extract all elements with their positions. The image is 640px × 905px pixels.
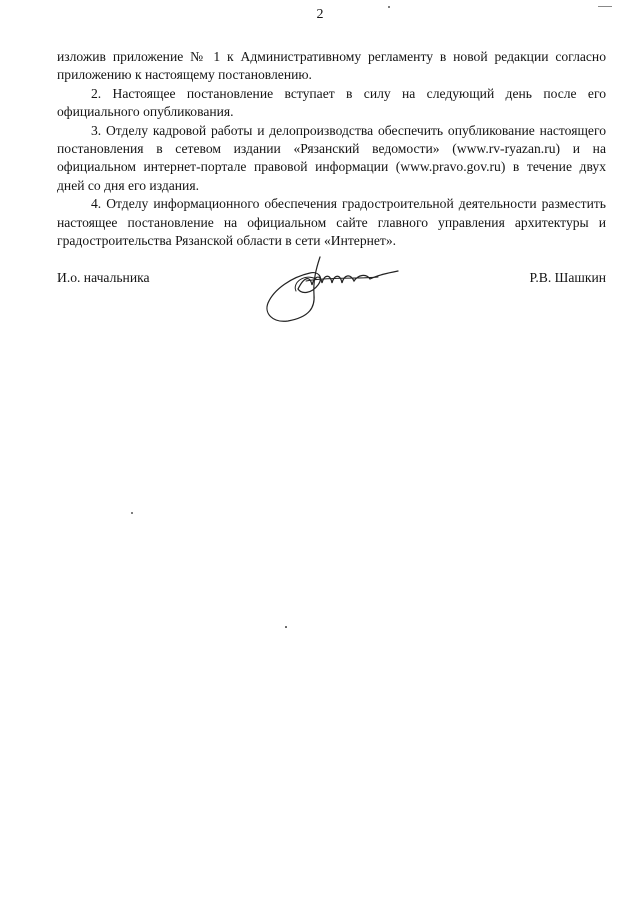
scan-speck (131, 512, 133, 514)
document-body (57, 48, 606, 250)
signatory-name: Р.В. Шашкин (529, 270, 606, 285)
scan-speck (388, 6, 390, 8)
scan-speck (598, 6, 612, 7)
signatory-title: И.о. начальника (57, 270, 150, 285)
paragraph-1-continuation: изложив приложение № 1 к Административному регламенту в новой редакции согласно приложению к настоящему постановлению. (57, 49, 606, 83)
paragraph-3: 3. Отделу кадровой работы и делопроизводства обеспечить опубликование настоящего постановления в сетевом издании «Рязанский ведомости» (www.rv-ryazan.ru) и на официальном интернет-портале правовой информации (www.pravo.gov.ru) в течение двух дней со дня его издания. (57, 122, 606, 193)
paragraph-4: 4. Отделу информационного обеспечения градостроительной деятельности разместить настоящее постановление на официальном сайте главного управления архитектуры и градостроительства Рязанской области в сети «Интернет». (57, 196, 606, 249)
scan-speck (285, 626, 287, 628)
paragraph-2: 2. Настоящее постановление вступает в силу на следующий день после его официального опубликования. (57, 85, 606, 120)
page-number: 2 (316, 7, 324, 22)
handwritten-signature (258, 255, 408, 325)
